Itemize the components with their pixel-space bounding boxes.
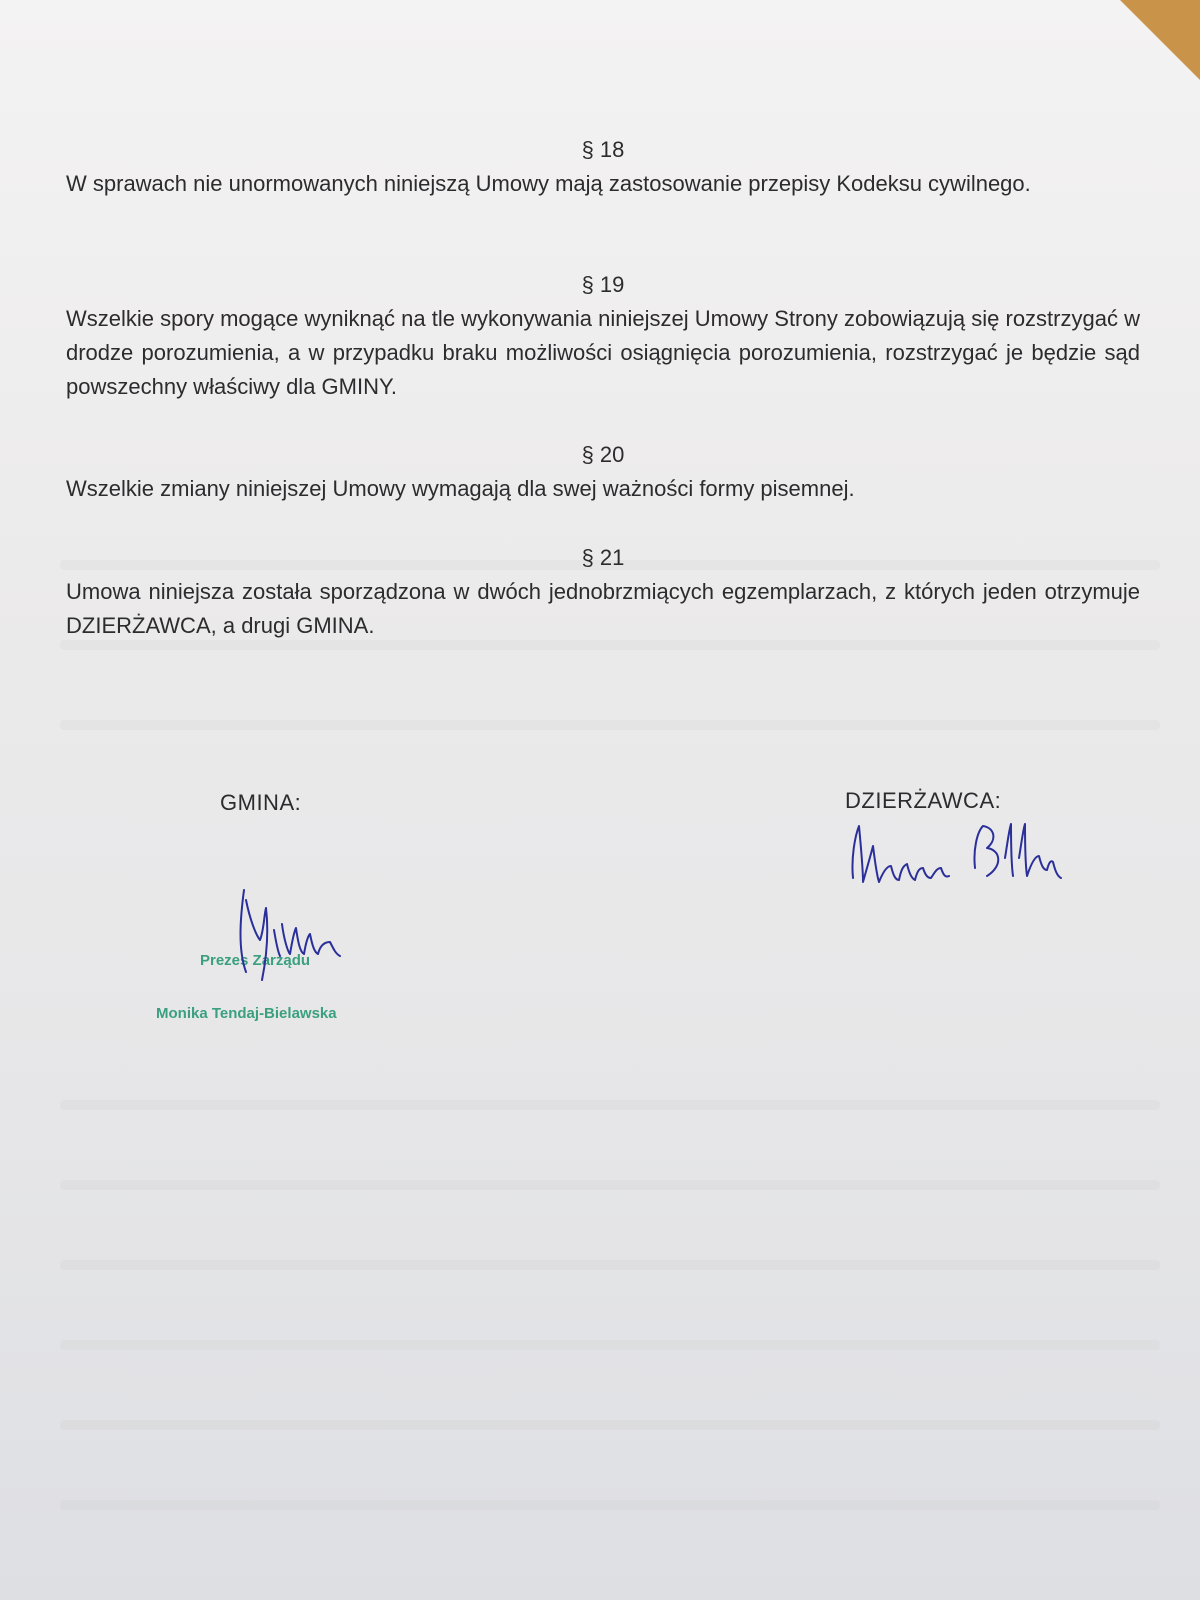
section-text: Wszelkie zmiany niniejszej Umowy wymagają dla swej ważności formy pisemnej. bbox=[66, 476, 855, 501]
section-text: W sprawach nie unormowanych niniejszą Umowy mają zastosowanie przepisy Kodeksu cywilnego. bbox=[66, 171, 1031, 196]
bleed-through-line bbox=[60, 720, 1160, 730]
section-heading: § 20 bbox=[581, 442, 625, 467]
section-heading: § 18 bbox=[581, 137, 625, 162]
section-21 bbox=[66, 543, 1140, 643]
dzierzawca-label: DZIERŻAWCA: bbox=[845, 788, 1002, 813]
bleed-through-line bbox=[60, 1100, 1160, 1110]
section-20 bbox=[66, 440, 1140, 506]
section-19 bbox=[66, 270, 1140, 404]
bleed-through-line bbox=[60, 1260, 1160, 1270]
stamp-name: Monika Tendaj-Bielawska bbox=[156, 1005, 337, 1022]
gmina-label: GMINA: bbox=[220, 790, 302, 815]
stamp-title: Prezes Zarządu bbox=[200, 952, 311, 969]
section-text: Umowa niniejsza została sporządzona w dwóch jednobrzmiących egzemplarzach, z których jeden otrzymuje DZIERŻAWCA, a drugi GMINA. bbox=[66, 579, 1140, 638]
bleed-through-line bbox=[60, 1180, 1160, 1190]
background-corner bbox=[1120, 0, 1200, 80]
section-18 bbox=[66, 135, 1140, 201]
section-heading: § 21 bbox=[581, 545, 625, 570]
section-text: Wszelkie spory mogące wyniknąć na tle wykonywania niniejszej Umowy Strony zobowiązują się rozstrzygać w drodze porozumienia, a w przypadku braku możliwości osiągnięcia porozumienia, rozstrzygać je będzie sąd powszechny właściwy dla GMINY. bbox=[66, 306, 1140, 399]
gmina-signature bbox=[230, 880, 350, 990]
bleed-through-line bbox=[60, 1500, 1160, 1510]
dzierzawca-signature bbox=[845, 818, 1075, 918]
bleed-through-line bbox=[60, 1420, 1160, 1430]
section-heading: § 19 bbox=[581, 272, 625, 297]
bleed-through-line bbox=[60, 1340, 1160, 1350]
